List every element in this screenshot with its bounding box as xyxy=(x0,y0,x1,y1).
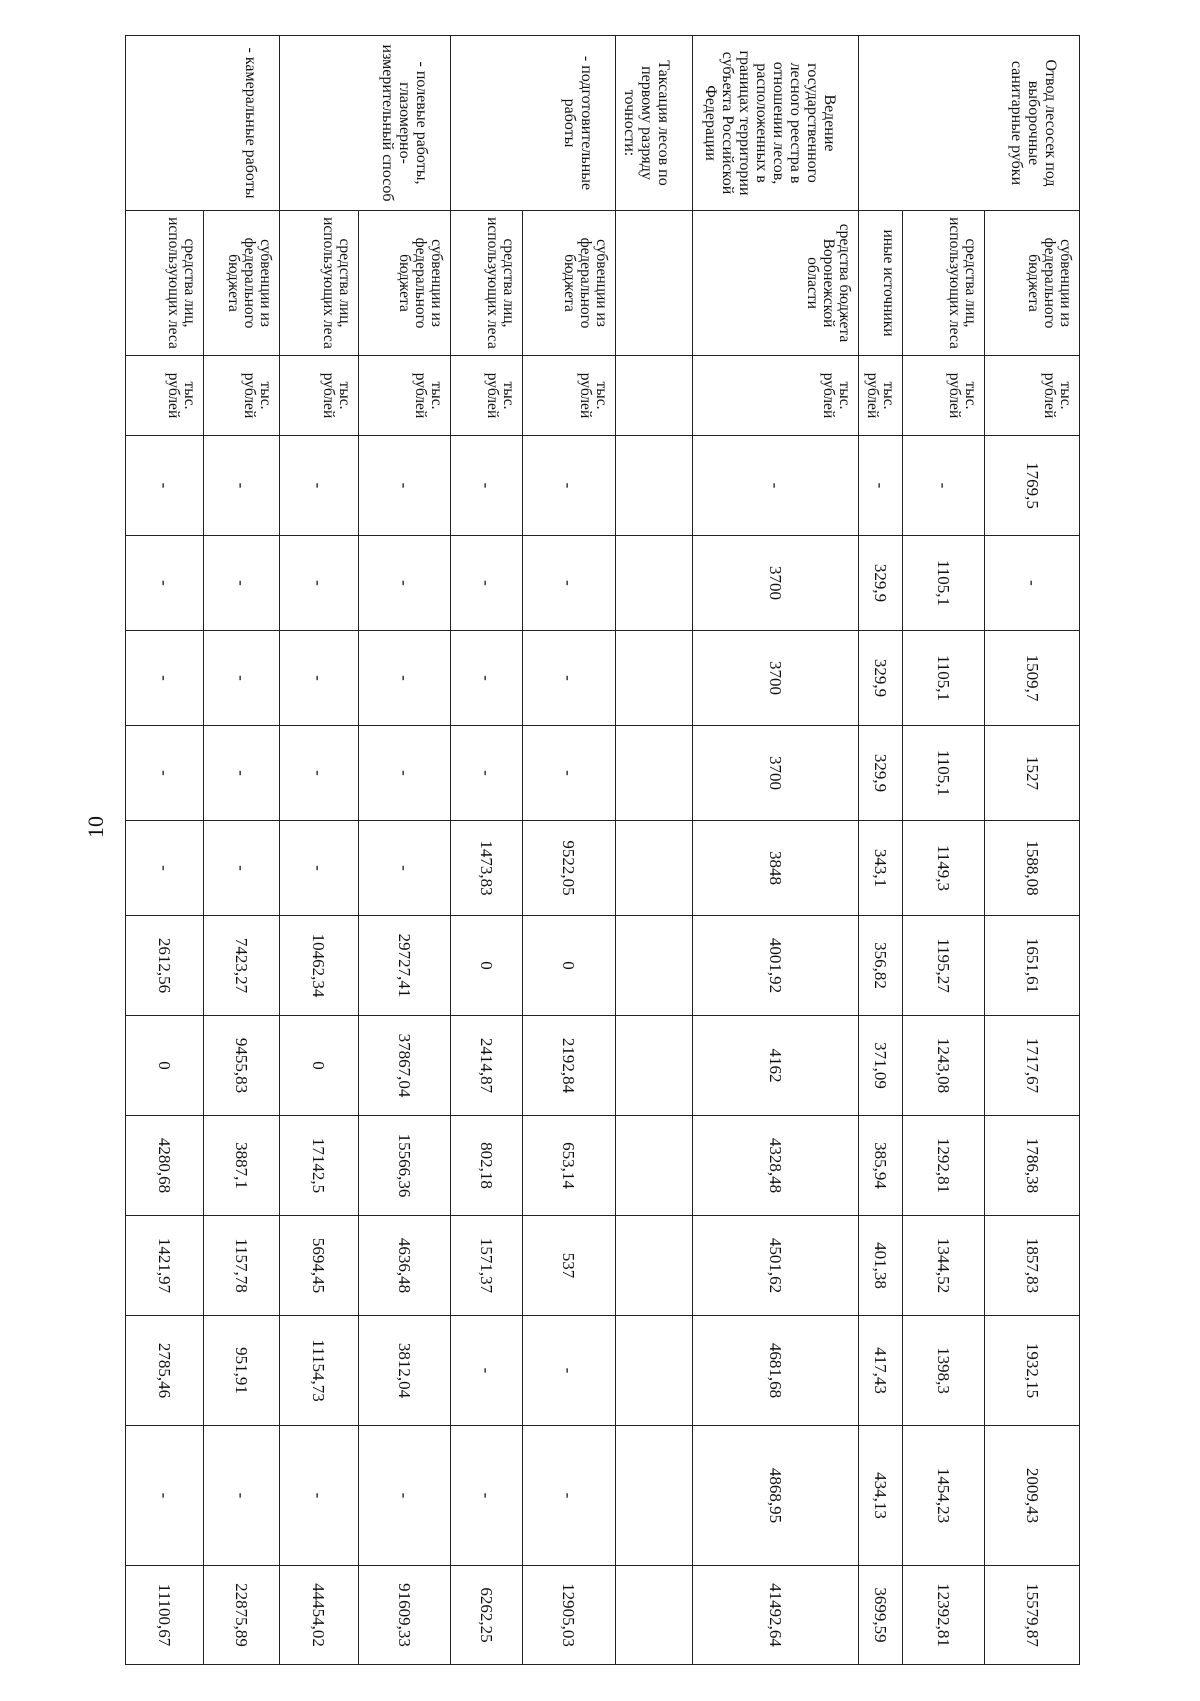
value-cell: - xyxy=(126,631,204,726)
value-cell: - xyxy=(451,1426,523,1566)
value-cell: 1857,83 xyxy=(985,1216,1080,1316)
table-row xyxy=(358,36,451,1665)
value-cell: 1527 xyxy=(985,726,1080,821)
value-cell: - xyxy=(358,536,451,631)
rotated-table-container xyxy=(125,35,1080,1665)
value-cell: 7423,27 xyxy=(203,916,279,1016)
value-cell: - xyxy=(126,821,204,916)
value-cell: - xyxy=(858,436,902,536)
value-cell: 1292,81 xyxy=(903,1116,985,1216)
value-cell: 1105,1 xyxy=(903,631,985,726)
value-cell: 385,94 xyxy=(858,1116,902,1216)
value-cell: - xyxy=(203,536,279,631)
value-cell: 2414,87 xyxy=(451,1016,523,1116)
value-cell: - xyxy=(279,436,358,536)
unit-cell: тыс. рублей xyxy=(903,356,985,436)
value-cell: - xyxy=(523,536,616,631)
value-cell: 10462,34 xyxy=(279,916,358,1016)
value-cell: 3887,1 xyxy=(203,1116,279,1216)
unit-cell: тыс. рублей xyxy=(523,356,616,436)
value-cell: - xyxy=(203,1426,279,1566)
unit-cell: тыс. рублей xyxy=(451,356,523,436)
total-cell: 11100,67 xyxy=(126,1566,204,1665)
funding-source-cell: субвенции из федерального бюджета xyxy=(523,211,616,356)
value-cell: 1421,97 xyxy=(126,1216,204,1316)
value-cell: 0 xyxy=(451,916,523,1016)
activity-name-cell: Ведение государственного лесного реестра в отношении лесов, расположенных в границах территории субъекта Российской Федерации xyxy=(692,36,858,211)
value-cell: 3812,04 xyxy=(358,1316,451,1426)
activity-name-cell: - камеральные работы xyxy=(126,36,280,211)
value-cell xyxy=(615,1316,692,1426)
value-cell: - xyxy=(126,436,204,536)
total-cell: 22875,89 xyxy=(203,1566,279,1665)
value-cell: - xyxy=(358,1426,451,1566)
value-cell: 1717,67 xyxy=(985,1016,1080,1116)
activity-name-cell: Таксация лесов по первому разряду точности: xyxy=(615,36,692,211)
value-cell: 434,13 xyxy=(858,1426,902,1566)
value-cell: - xyxy=(279,536,358,631)
value-cell: 1157,78 xyxy=(203,1216,279,1316)
table-body xyxy=(126,36,1080,1665)
value-cell: 17142,5 xyxy=(279,1116,358,1216)
value-cell: 417,43 xyxy=(858,1316,902,1426)
value-cell: - xyxy=(279,821,358,916)
value-cell: 4501,62 xyxy=(692,1216,858,1316)
unit-cell: тыс. рублей xyxy=(692,356,858,436)
value-cell: 9522,05 xyxy=(523,821,616,916)
funding-source-cell: средства бюджета Воронежской области xyxy=(692,211,858,356)
value-cell: - xyxy=(523,1316,616,1426)
value-cell: 4280,68 xyxy=(126,1116,204,1216)
value-cell: 802,18 xyxy=(451,1116,523,1216)
value-cell: 15566,36 xyxy=(358,1116,451,1216)
value-cell: 1588,08 xyxy=(985,821,1080,916)
value-cell: 2192,84 xyxy=(523,1016,616,1116)
value-cell: - xyxy=(126,1426,204,1566)
value-cell: - xyxy=(279,726,358,821)
activity-name-cell: - подготовительные работы xyxy=(451,36,615,211)
total-cell: 44454,02 xyxy=(279,1566,358,1665)
table-row xyxy=(126,36,204,1665)
value-cell: - xyxy=(279,1426,358,1566)
table-row xyxy=(523,36,616,1665)
value-cell: - xyxy=(451,1316,523,1426)
value-cell: - xyxy=(203,436,279,536)
value-cell: 4636,48 xyxy=(358,1216,451,1316)
value-cell xyxy=(615,536,692,631)
table-row xyxy=(615,36,692,1665)
activity-name-cell: Отвод лесосек под выборочные санитарные рубки xyxy=(858,36,1079,211)
value-cell: - xyxy=(126,726,204,821)
value-cell: - xyxy=(358,631,451,726)
unit-cell: тыс. рублей xyxy=(203,356,279,436)
value-cell: 1195,27 xyxy=(903,916,985,1016)
value-cell: 1509,7 xyxy=(985,631,1080,726)
activity-name-cell: - полевые работы, глазомерно-измерительный способ xyxy=(279,36,451,211)
value-cell: - xyxy=(985,536,1080,631)
value-cell xyxy=(615,1216,692,1316)
total-cell: 41492,64 xyxy=(692,1566,858,1665)
value-cell: - xyxy=(523,726,616,821)
value-cell: 1105,1 xyxy=(903,726,985,821)
value-cell: - xyxy=(451,631,523,726)
funding-source-cell: субвенции из федерального бюджета xyxy=(985,211,1080,356)
value-cell: 3700 xyxy=(692,536,858,631)
value-cell: 11154,73 xyxy=(279,1316,358,1426)
total-cell: 91609,33 xyxy=(358,1566,451,1665)
table-row xyxy=(203,36,279,1665)
value-cell: 4001,92 xyxy=(692,916,858,1016)
value-cell: - xyxy=(279,631,358,726)
unit-cell: тыс. рублей xyxy=(358,356,451,436)
value-cell: 371,09 xyxy=(858,1016,902,1116)
value-cell: 1473,83 xyxy=(451,821,523,916)
value-cell: - xyxy=(358,821,451,916)
funding-source-cell: средства лиц, использующих леса xyxy=(126,211,204,356)
value-cell: 0 xyxy=(523,916,616,1016)
value-cell: 37867,04 xyxy=(358,1016,451,1116)
unit-cell xyxy=(615,356,692,436)
value-cell: - xyxy=(203,631,279,726)
value-cell xyxy=(615,821,692,916)
funding-source-cell: иные источники xyxy=(858,211,902,356)
value-cell xyxy=(615,1116,692,1216)
value-cell: 1651,61 xyxy=(985,916,1080,1016)
page-number: 10 xyxy=(83,816,108,838)
total-cell xyxy=(615,1566,692,1665)
funding-source-cell xyxy=(615,211,692,356)
total-cell: 6262,25 xyxy=(451,1566,523,1665)
table-row xyxy=(279,36,358,1665)
value-cell: 4681,68 xyxy=(692,1316,858,1426)
value-cell: 1786,38 xyxy=(985,1116,1080,1216)
value-cell: - xyxy=(523,436,616,536)
value-cell xyxy=(615,631,692,726)
value-cell: 1344,52 xyxy=(903,1216,985,1316)
value-cell: 4328,48 xyxy=(692,1116,858,1216)
value-cell: 1454,23 xyxy=(903,1426,985,1566)
value-cell: 951,91 xyxy=(203,1316,279,1426)
value-cell: 329,9 xyxy=(858,631,902,726)
value-cell: 4868,95 xyxy=(692,1426,858,1566)
value-cell: 29727,41 xyxy=(358,916,451,1016)
value-cell: - xyxy=(523,1426,616,1566)
value-cell: - xyxy=(903,436,985,536)
value-cell: 3848 xyxy=(692,821,858,916)
value-cell: - xyxy=(451,436,523,536)
value-cell: - xyxy=(126,536,204,631)
value-cell: - xyxy=(451,536,523,631)
value-cell: 1149,3 xyxy=(903,821,985,916)
total-cell: 3699,59 xyxy=(858,1566,902,1665)
value-cell xyxy=(615,726,692,821)
table-row xyxy=(903,36,985,1665)
total-cell: 12905,03 xyxy=(523,1566,616,1665)
value-cell: - xyxy=(358,436,451,536)
value-cell xyxy=(615,1426,692,1566)
value-cell: 1105,1 xyxy=(903,536,985,631)
value-cell: 2785,46 xyxy=(126,1316,204,1426)
value-cell: 329,9 xyxy=(858,726,902,821)
value-cell: 653,14 xyxy=(523,1116,616,1216)
total-cell: 15579,87 xyxy=(985,1566,1080,1665)
value-cell: 2009,43 xyxy=(985,1426,1080,1566)
value-cell: 1398,3 xyxy=(903,1316,985,1426)
unit-cell: тыс. рублей xyxy=(126,356,204,436)
value-cell xyxy=(615,436,692,536)
table-row xyxy=(858,36,902,1665)
table-row xyxy=(692,36,858,1665)
funding-source-cell: субвенции из федерального бюджета xyxy=(358,211,451,356)
table-row xyxy=(451,36,523,1665)
unit-cell: тыс. рублей xyxy=(985,356,1080,436)
value-cell: 1769,5 xyxy=(985,436,1080,536)
value-cell xyxy=(615,1016,692,1116)
funding-source-cell: средства лиц, использующих леса xyxy=(279,211,358,356)
value-cell: 356,82 xyxy=(858,916,902,1016)
value-cell: 0 xyxy=(126,1016,204,1116)
value-cell: 1571,37 xyxy=(451,1216,523,1316)
table-row xyxy=(985,36,1080,1665)
funding-source-cell: средства лиц, использующих леса xyxy=(451,211,523,356)
budget-table xyxy=(125,35,1080,1665)
value-cell: 9455,83 xyxy=(203,1016,279,1116)
value-cell: 5694,45 xyxy=(279,1216,358,1316)
value-cell: - xyxy=(358,726,451,821)
unit-cell: тыс. рублей xyxy=(858,356,902,436)
value-cell: 0 xyxy=(279,1016,358,1116)
value-cell: 343,1 xyxy=(858,821,902,916)
value-cell: 3700 xyxy=(692,726,858,821)
value-cell: 3700 xyxy=(692,631,858,726)
value-cell: 2612,56 xyxy=(126,916,204,1016)
total-cell: 12392,81 xyxy=(903,1566,985,1665)
value-cell: 329,9 xyxy=(858,536,902,631)
value-cell: - xyxy=(203,726,279,821)
unit-cell: тыс. рублей xyxy=(279,356,358,436)
value-cell: 1932,15 xyxy=(985,1316,1080,1426)
value-cell: - xyxy=(523,631,616,726)
value-cell: - xyxy=(451,726,523,821)
value-cell: 537 xyxy=(523,1216,616,1316)
value-cell xyxy=(615,916,692,1016)
funding-source-cell: средства лиц, использующих леса xyxy=(903,211,985,356)
value-cell: 4162 xyxy=(692,1016,858,1116)
value-cell: - xyxy=(692,436,858,536)
value-cell: 401,38 xyxy=(858,1216,902,1316)
value-cell: 1243,08 xyxy=(903,1016,985,1116)
value-cell: - xyxy=(203,821,279,916)
funding-source-cell: субвенции из федерального бюджета xyxy=(203,211,279,356)
